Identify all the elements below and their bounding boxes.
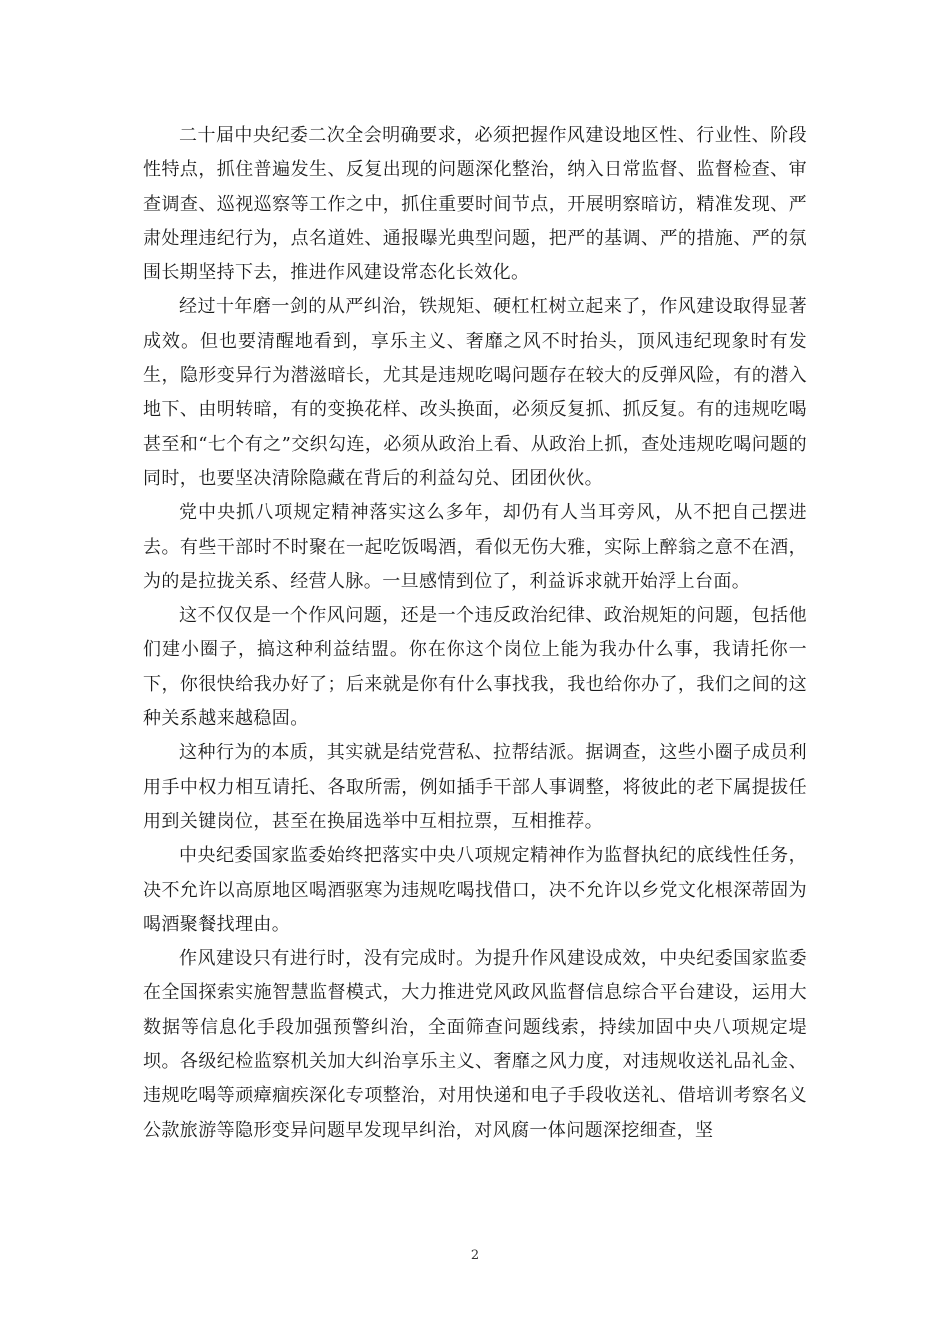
paragraph: 经过十年磨一剑的从严纠治，铁规矩、硬杠杠树立起来了，作风建设取得显著成效。但也要清醒地看到，享乐主义、奢靡之风不时抬头，顶风违纪现象时有发生，隐形变异行为潜滋暗长，尤其是违规吃喝问题存在较大的反弹风险，有的潜入地下、由明转暗，有的变换花样、改头换面，必须反复抓、抓反复。有的违规吃喝甚至和“七个有之”交织勾连，必须从政治上看、从政治上抓，查处违规吃喝问题的同时，也要坚决清除隐藏在背后的利益勾兑、团团伙伙。	[143, 296, 807, 489]
paragraph: 中央纪委国家监委始终把落实中央八项规定精神作为监督执纪的底线性任务，决不允许以高原地区喝酒驱寒为违规吃喝找借口，决不允许以乡党文化根深蒂固为喝酒聚餐找理由。	[143, 845, 807, 935]
paragraph: 党中央抓八项规定精神落实这么多年，却仍有人当耳旁风，从不把自己摆进去。有些干部时不时聚在一起吃饭喝酒，看似无伤大雅，实际上醉翁之意不在酒，为的是拉拢关系、经营人脉。一旦感情到位了，利益诉求就开始浮上台面。	[143, 502, 807, 592]
paragraph: 这不仅仅是一个作风问题，还是一个违反政治纪律、政治规矩的问题，包括他们建小圈子，搞这种利益结盟。你在你这个岗位上能为我办什么事，我请托你一下，你很快给我办好了；后来就是你有什么事找我，我也给你办了，我们之间的这种关系越来越稳固。	[143, 605, 807, 730]
paragraph: 二十届中央纪委二次全会明确要求，必须把握作风建设地区性、行业性、阶段性特点，抓住普遍发生、反复出现的问题深化整治，纳入日常监督、监督检查、审查调查、巡视巡察等工作之中，抓住重要时间节点，开展明察暗访，精准发现、严肃处理违纪行为，点名道姓、通报曝光典型问题，把严的基调、严的措施、严的氛围长期坚持下去，推进作风建设常态化长效化。	[143, 125, 807, 284]
body-text	[143, 119, 807, 1148]
page-number: 2	[470, 1248, 480, 1263]
paragraph: 作风建设只有进行时，没有完成时。为提升作风建设成效，中央纪委国家监委在全国探索实施智慧监督模式，大力推进党风政风监督信息综合平台建设，运用大数据等信息化手段加强预警纠治，全面筛查问题线索，持续加固中央八项规定堤坝。各级纪检监察机关加大纠治享乐主义、奢靡之风力度，对违规收送礼品礼金、违规吃喝等顽瘴痼疾深化专项整治，对用快递和电子手段收送礼、借培训考察名义公款旅游等隐形变异问题早发现早纠治，对风腐一体问题深挖细查，坚	[143, 948, 807, 1141]
paragraph: 这种行为的本质，其实就是结党营私、拉帮结派。据调查，这些小圈子成员利用手中权力相互请托、各取所需，例如插手干部人事调整，将彼此的老下属提拔任用到关键岗位，甚至在换届选举中互相拉票，互相推荐。	[143, 742, 807, 832]
